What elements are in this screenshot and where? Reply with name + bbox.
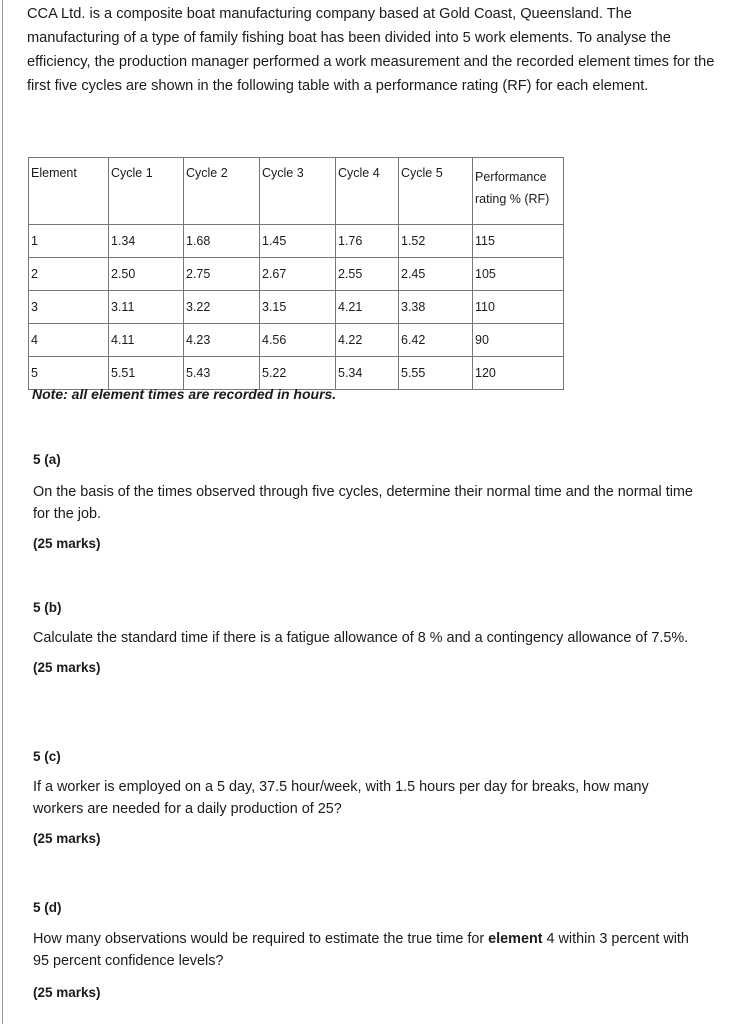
cell-cycle-2: 4.23 — [184, 324, 260, 357]
question-text — [33, 928, 703, 972]
element-times-table — [28, 157, 564, 390]
cell-element: 1 — [29, 225, 109, 258]
cell-cycle-2: 2.75 — [184, 258, 260, 291]
cell-element: 2 — [29, 258, 109, 291]
table-header-row — [29, 158, 564, 225]
header-rating-line2: rating % (RF) — [475, 192, 550, 206]
cell-rating: 110 — [473, 291, 564, 324]
table-row — [29, 258, 564, 291]
cell-rating: 105 — [473, 258, 564, 291]
question-5b — [33, 597, 703, 679]
question-text: If a worker is employed on a 5 day, 37.5 hour/week, with 1.5 hours per day for breaks, how many workers are needed for a daily production of 25? — [33, 779, 649, 817]
cell-cycle-5: 2.45 — [399, 258, 473, 291]
table-note: Note: all element times are recorded in hours. — [32, 386, 337, 402]
question-marks: (25 marks) — [33, 660, 101, 675]
question-label: 5 (a) — [33, 452, 61, 467]
cell-cycle-5: 5.55 — [399, 357, 473, 390]
header-cycle-5: Cycle 5 — [399, 158, 473, 225]
cell-cycle-5: 1.52 — [399, 225, 473, 258]
cell-rating: 115 — [473, 225, 564, 258]
cell-cycle-1: 3.11 — [109, 291, 184, 324]
question-text: On the basis of the times observed through five cycles, determine their normal time and the normal time for the job. — [33, 484, 693, 522]
question-text-bold: element — [488, 931, 543, 947]
cell-cycle-1: 2.50 — [109, 258, 184, 291]
question-marks: (25 marks) — [33, 985, 101, 1000]
cell-cycle-5: 6.42 — [399, 324, 473, 357]
cell-cycle-3: 4.56 — [260, 324, 336, 357]
cell-cycle-4: 1.76 — [336, 225, 399, 258]
cell-cycle-2: 3.22 — [184, 291, 260, 324]
cell-cycle-4: 2.55 — [336, 258, 399, 291]
header-performance-rating — [473, 158, 564, 225]
cell-element: 4 — [29, 324, 109, 357]
question-5d — [33, 897, 703, 1004]
cell-cycle-1: 4.11 — [109, 324, 184, 357]
cell-cycle-4: 4.21 — [336, 291, 399, 324]
cell-cycle-1: 1.34 — [109, 225, 184, 258]
cell-rating: 90 — [473, 324, 564, 357]
header-cycle-3: Cycle 3 — [260, 158, 336, 225]
question-text-after: 4 within 3 percent with 95 percent confidence levels? — [33, 931, 689, 969]
header-cycle-1: Cycle 1 — [109, 158, 184, 225]
cell-element: 3 — [29, 291, 109, 324]
question-label: 5 (d) — [33, 900, 62, 915]
cell-cycle-3: 5.22 — [260, 357, 336, 390]
question-marks: (25 marks) — [33, 536, 101, 551]
cell-cycle-3: 2.67 — [260, 258, 336, 291]
cell-cycle-1: 5.51 — [109, 357, 184, 390]
cell-cycle-3: 3.15 — [260, 291, 336, 324]
cell-cycle-3: 1.45 — [260, 225, 336, 258]
cell-cycle-4: 4.22 — [336, 324, 399, 357]
header-cycle-2: Cycle 2 — [184, 158, 260, 225]
table-row — [29, 225, 564, 258]
cell-cycle-4: 5.34 — [336, 357, 399, 390]
intro-paragraph: CCA Ltd. is a composite boat manufacturing company based at Gold Coast, Queensland. The manufacturing of a type of family fishing boat has been divided into 5 work elements. To analyse the efficiency, the production manager performed a work measurement and the recorded element times for the first five cycles are shown in the following table with a performance rating (RF) for each element. — [27, 6, 715, 94]
cell-cycle-2: 1.68 — [184, 225, 260, 258]
table-row — [29, 324, 564, 357]
cell-rating: 120 — [473, 357, 564, 390]
cell-cycle-5: 3.38 — [399, 291, 473, 324]
question-text: Calculate the standard time if there is a fatigue allowance of 8 % and a contingency allowance of 7.5%. — [33, 630, 689, 646]
left-border-line — [2, 0, 3, 1024]
question-label: 5 (c) — [33, 749, 61, 764]
cell-cycle-2: 5.43 — [184, 357, 260, 390]
header-rating-line1: Performance — [475, 170, 547, 184]
question-5a — [33, 449, 703, 555]
table-row — [29, 291, 564, 324]
question-label: 5 (b) — [33, 600, 62, 615]
question-5c — [33, 746, 703, 850]
header-cycle-4: Cycle 4 — [336, 158, 399, 225]
question-text-before: How many observations would be required to estimate the true time for — [33, 931, 489, 947]
table-row — [29, 357, 564, 390]
cell-element: 5 — [29, 357, 109, 390]
question-marks: (25 marks) — [33, 831, 101, 846]
header-element: Element — [29, 158, 109, 225]
